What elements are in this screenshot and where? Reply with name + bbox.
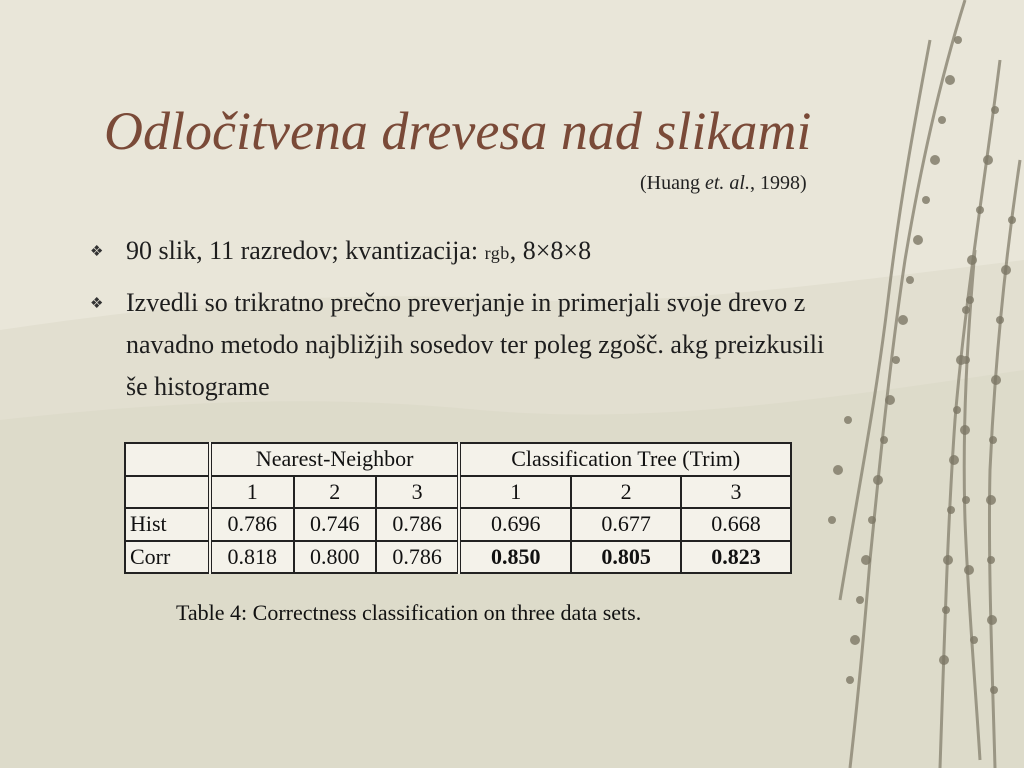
table-row — [125, 508, 791, 541]
results-table-image — [124, 442, 792, 574]
bullet-smallcaps: rgb — [484, 243, 510, 263]
slide-title: Odločitvena drevesa nad slikami — [104, 101, 812, 161]
group-header-classification-tree: Classification Tree (Trim) — [459, 443, 791, 476]
table-cell: 0.818 — [210, 541, 294, 574]
table-cell: 0.786 — [376, 508, 460, 541]
bullet-text-after: , 8×8×8 — [509, 236, 592, 265]
table-cell: 0.805 — [571, 541, 681, 574]
table-caption: Table 4: Correctness classification on three data sets. — [176, 600, 642, 625]
bullet-text-before: 90 slik, 11 razredov; kvantizacija: — [126, 236, 485, 265]
table-cell: 0.696 — [459, 508, 571, 541]
bullet-item — [90, 230, 850, 274]
subheader-cell: 2 — [571, 476, 681, 509]
table-corner-cell — [125, 476, 210, 509]
table-cell: 0.677 — [571, 508, 681, 541]
bullet-item — [90, 282, 846, 408]
table-row — [125, 541, 791, 574]
bullet-text: Izvedli so trikratno prečno preverjanje in primerjali svoje drevo z navadno metodo najbližjih sosedov ter poleg zgošč. akg preizkusili še histograme — [126, 288, 825, 401]
table-cell: 0.850 — [459, 541, 571, 574]
table-cell: 0.786 — [376, 541, 460, 574]
row-label: Hist — [125, 508, 210, 541]
citation-etal: et. al. — [704, 172, 750, 194]
subheader-cell: 3 — [681, 476, 791, 509]
diamond-bullet-icon: ❖ — [90, 244, 104, 260]
citation — [640, 172, 807, 195]
diamond-bullet-icon: ❖ — [90, 296, 104, 312]
bullet-list — [90, 230, 850, 416]
table-subheader-row — [125, 476, 791, 509]
subheader-cell: 1 — [459, 476, 571, 509]
results-table — [124, 442, 792, 574]
table-cell: 0.786 — [210, 508, 294, 541]
table-cell: 0.800 — [294, 541, 376, 574]
subheader-cell: 2 — [294, 476, 376, 509]
citation-prefix: (Huang — [640, 172, 705, 194]
citation-suffix: , 1998) — [749, 172, 807, 194]
group-header-nearest-neighbor: Nearest-Neighbor — [210, 443, 459, 476]
table-cell: 0.668 — [681, 508, 791, 541]
table-header-row — [125, 443, 791, 476]
subheader-cell: 3 — [376, 476, 460, 509]
table-cell: 0.823 — [681, 541, 791, 574]
subheader-cell: 1 — [210, 476, 294, 509]
table-corner-cell — [125, 443, 210, 476]
row-label: Corr — [125, 541, 210, 574]
table-cell: 0.746 — [294, 508, 376, 541]
